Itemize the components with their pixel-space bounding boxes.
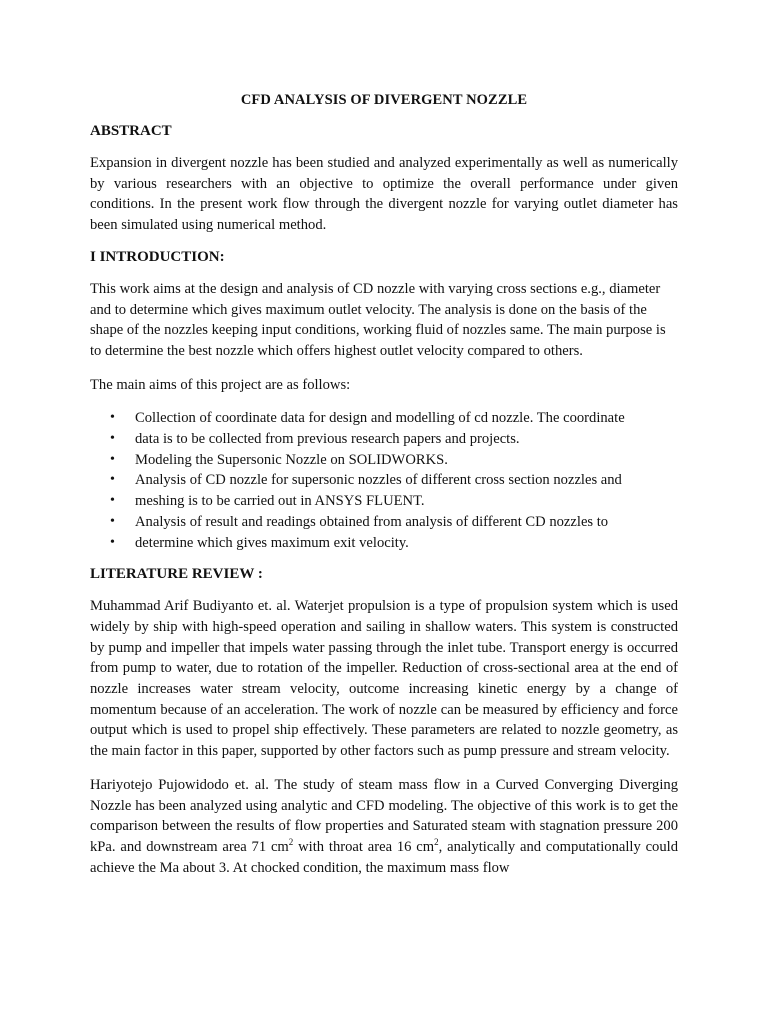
aims-intro: The main aims of this project are as follows: <box>90 376 351 393</box>
superscript: 2 <box>434 837 439 848</box>
bullet-icon: • <box>110 493 115 509</box>
introduction-heading: I INTRODUCTION: <box>90 248 225 265</box>
paragraph-text: , analytically and computationally could achieve the Ma about 3. At chocked condition, the maximum mass flow <box>90 838 678 876</box>
introduction-text: This work aims at the design and analysis of CD nozzle with varying cross sections e.g., diameter and to determine which gives maximum outlet velocity. The analysis is done on the basis of the shape of the nozzles keeping input conditions, working fluid of nozzles same. The main purpose is to determine the best nozzle which offers highest outlet velocity compared to others. <box>90 280 666 359</box>
literature-paragraph-2 <box>90 775 678 879</box>
list-item-text: determine which gives maximum exit velocity. <box>135 534 409 551</box>
list-item-text: data is to be collected from previous research papers and projects. <box>135 431 520 448</box>
paragraph-text: Hariyotejo Pujowidodo et. al. The study of steam mass flow in a Curved Converging Diverging Nozzle has been analyzed using analytic and CFD modeling. The objective of this work is to get the comparison between the results of flow properties and Saturated steam with stagnation pressure 200 kPa. and downstream area 71 cm <box>90 776 678 855</box>
bullet-icon: • <box>110 534 115 550</box>
list-item-text: Collection of coordinate data for design and modelling of cd nozzle. The coordinate <box>135 410 625 427</box>
list-item-text: Modeling the Supersonic Nozzle on SOLIDWORKS. <box>135 451 448 468</box>
list-item-text: meshing is to be carried out in ANSYS FLUENT. <box>135 493 425 510</box>
literature-heading: LITERATURE REVIEW : <box>90 566 263 583</box>
bullet-icon: • <box>110 451 115 467</box>
aims-list <box>90 408 678 553</box>
list-item-text: Analysis of CD nozzle for supersonic nozzles of different cross section nozzles and <box>135 472 622 489</box>
literature-paragraph-1: Muhammad Arif Budiyanto et. al. Waterjet propulsion is a type of propulsion system which is used widely by ship with high-speed operation and sailing in shallow waters. This system is constructed by pump and impeller that impels water passing through the inlet tube. Transport energy is occurred from pump to water, due to rotation of the impeller. Reduction of cross-sectional area at the end of nozzle increases water stream velocity, outcome increasing kinetic energy by a change of momentum because of an acceleration. The work of nozzle can be measured by efficiency and force output which is used to propel ship effectively. These parameters are related to nozzle geometry, as the main factor in this paper, supported by other factors such as pump pressure and stream velocity. <box>90 598 678 760</box>
list-item <box>90 491 678 512</box>
list-item <box>90 429 678 450</box>
list-item-text: Analysis of result and readings obtained from analysis of different CD nozzles to <box>135 513 609 530</box>
document-page <box>90 92 678 891</box>
superscript: 2 <box>288 837 294 848</box>
abstract-text: Expansion in divergent nozzle has been studied and analyzed experimentally as well as numerically by various researchers with an objective to optimize the overall performance under given conditions. In the present work flow through the divergent nozzle for varying outlet diameter has been simulated using numerical method. <box>90 155 678 234</box>
list-item <box>90 450 678 471</box>
abstract-heading: ABSTRACT <box>90 123 172 139</box>
bullet-icon: • <box>110 513 115 529</box>
bullet-icon: • <box>110 410 115 426</box>
list-item <box>90 533 678 554</box>
document-title: CFD ANALYSIS OF DIVERGENT NOZZLE <box>240 92 528 108</box>
bullet-icon: • <box>110 431 115 447</box>
paragraph-text: with throat area 16 cm <box>293 838 435 855</box>
list-item <box>90 470 678 491</box>
list-item <box>90 408 678 429</box>
bullet-icon: • <box>110 472 115 488</box>
list-item <box>90 512 678 533</box>
